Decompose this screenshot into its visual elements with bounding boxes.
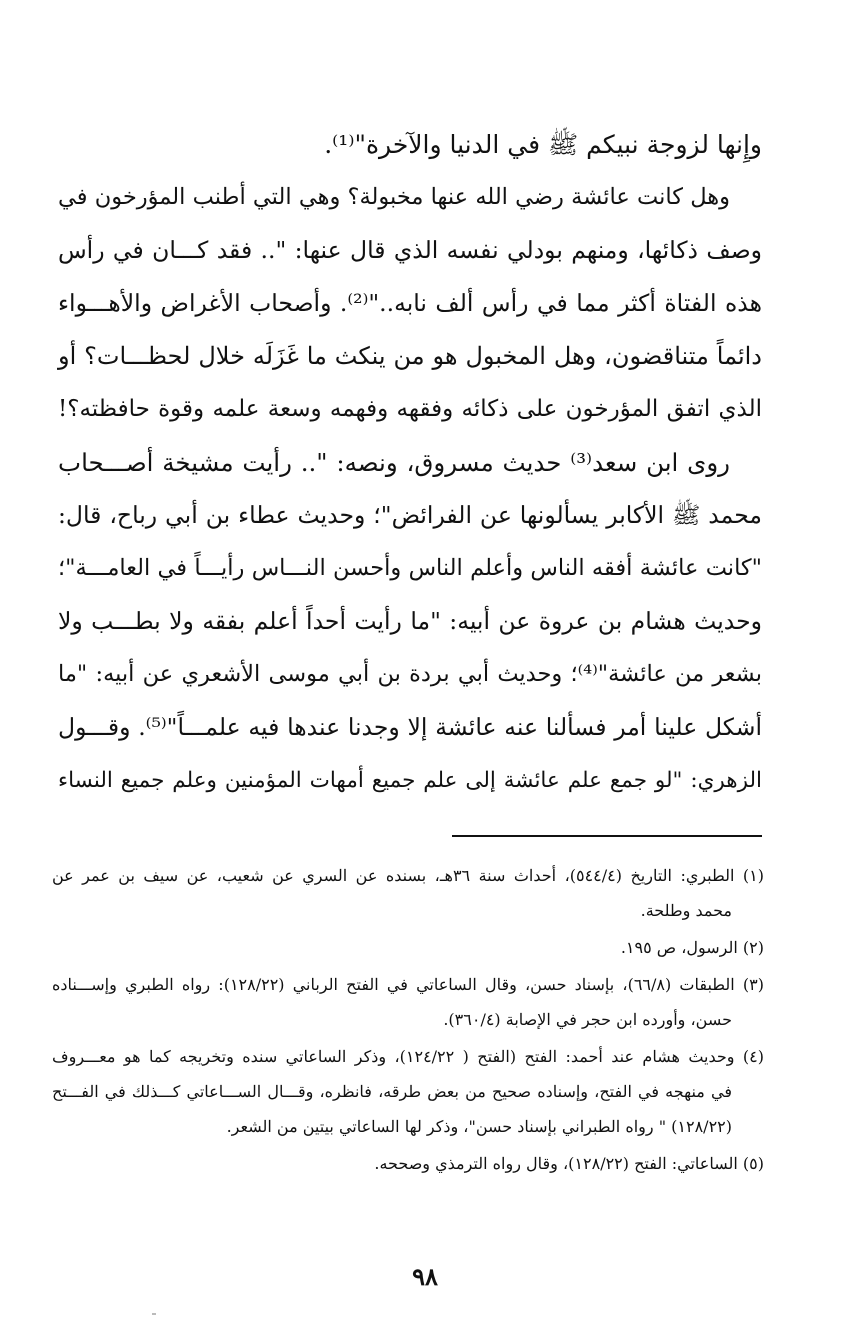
text-line: وحديث هشام بن عروة عن أبيه: "ما رأيت أحداً أعلم بفقه ولا بطـــب ولا bbox=[58, 607, 762, 635]
footnote-3 bbox=[52, 967, 764, 1037]
text-line: بشعر من عائشة"⁽⁴⁾؛ وحديث أبي بردة بن أبي موسى الأشعري عن أبيه: "ما bbox=[58, 661, 762, 687]
footnote-1 bbox=[52, 858, 764, 928]
text-line: وإِنها لزوجة نبيكم ﷺ في الدنيا والآخرة"⁽¹⁾. bbox=[324, 130, 762, 159]
footnote-5 bbox=[52, 1146, 764, 1181]
text-line: الزهري: "لو جمع علم عائشة إلى علم جميع أمهات المؤمنين وعلم جميع النساء bbox=[58, 768, 762, 793]
text-line: "كانت عائشة أفقه الناس وأعلم الناس وأحسن النـــاس رأيـــاً في العامـــة"؛ bbox=[58, 555, 762, 581]
footnotes-block bbox=[52, 858, 764, 1181]
main-text-block bbox=[58, 118, 762, 807]
text-line: الذي اتفق المؤرخون على ذكائه وفقهه وفهمه وسعة علمه وقوة حافظته؟! bbox=[58, 396, 762, 422]
text-line: روى ابن سعد⁽³⁾ حديث مسروق، ونصه: ".. رأيت مشيخة أصـــحاب bbox=[58, 448, 730, 477]
footnote-separator bbox=[452, 835, 762, 837]
text-line: أشكل علينا أمر فسألنا عنه عائشة إلا وجدنا عندها فيه علمـــاً"⁽⁵⁾. وقـــول bbox=[58, 713, 762, 741]
footnote-line: (١٢٨/٢٢) " رواه الطبراني بإسناد حسن"، وذكر لها الساعاتي بيتين من الشعر. bbox=[226, 1117, 732, 1136]
text-line: وصف ذكائها، ومنهم بودلي نفسه الذي قال عنها: ".. فقد كـــان في رأس bbox=[58, 236, 762, 264]
scan-speck bbox=[152, 1313, 156, 1315]
footnote-line: (٣) الطبقات (٦٦/٨)، بإسناد حسن، وقال الساعاتي في الفتح الرباني (١٢٨/٢٢): رواه الطبري وإســـناده bbox=[52, 975, 764, 994]
footnote-line: (٤) وحديث هشام عند أحمد: الفتح (الفتح ( ١٢٤/٢٢)، وذكر الساعاتي سنده وتخريجه كما هو معـــروف bbox=[52, 1047, 765, 1066]
footnote-line: (٥) الساعاتي: الفتح (١٢٨/٢٢)، وقال رواه الترمذي وصححه. bbox=[374, 1154, 764, 1173]
footnote-line: (٢) الرسول، ص ١٩٥. bbox=[620, 938, 764, 957]
footnote-2 bbox=[52, 930, 764, 965]
text-line: محمد ﷺ الأكابر يسألونها عن الفرائض"؛ وحديث عطاء بن أبي رباح، قال: bbox=[58, 501, 762, 529]
text-line: هذه الفتاة أكثر مما في رأس ألف نابه.."⁽²⁾. وأصحاب الأغراض والأهـــواء bbox=[58, 289, 763, 317]
text-line: دائماً متناقضون، وهل المخبول هو من ينكث ما غَزَلَه خلال لحظـــات؟ أو bbox=[58, 342, 762, 370]
text-line: وهل كانت عائشة رضي الله عنها مخبولة؟ وهي التي أطنب المؤرخون في bbox=[58, 184, 730, 210]
footnote-line: حسن، وأورده ابن حجر في الإصابة (٣٦٠/٤). bbox=[443, 1010, 732, 1029]
footnote-4 bbox=[52, 1039, 764, 1144]
footnote-line: محمد وطلحة. bbox=[640, 901, 732, 920]
footnote-line: في منهجه في الفتح، وإسناده صحيح من بعض طرقه، فانظره، وقـــال الســـاعاتي كـــذلك في الفـــتح bbox=[52, 1082, 732, 1101]
footnote-line: (١) الطبري: التاريخ (٥٤٤/٤)، أحداث سنة ٣٦هـ، بسنده عن السري عن شعيب، عن سيف بن عمر عن bbox=[52, 866, 765, 885]
page-number: ٩٨ bbox=[412, 1262, 438, 1291]
